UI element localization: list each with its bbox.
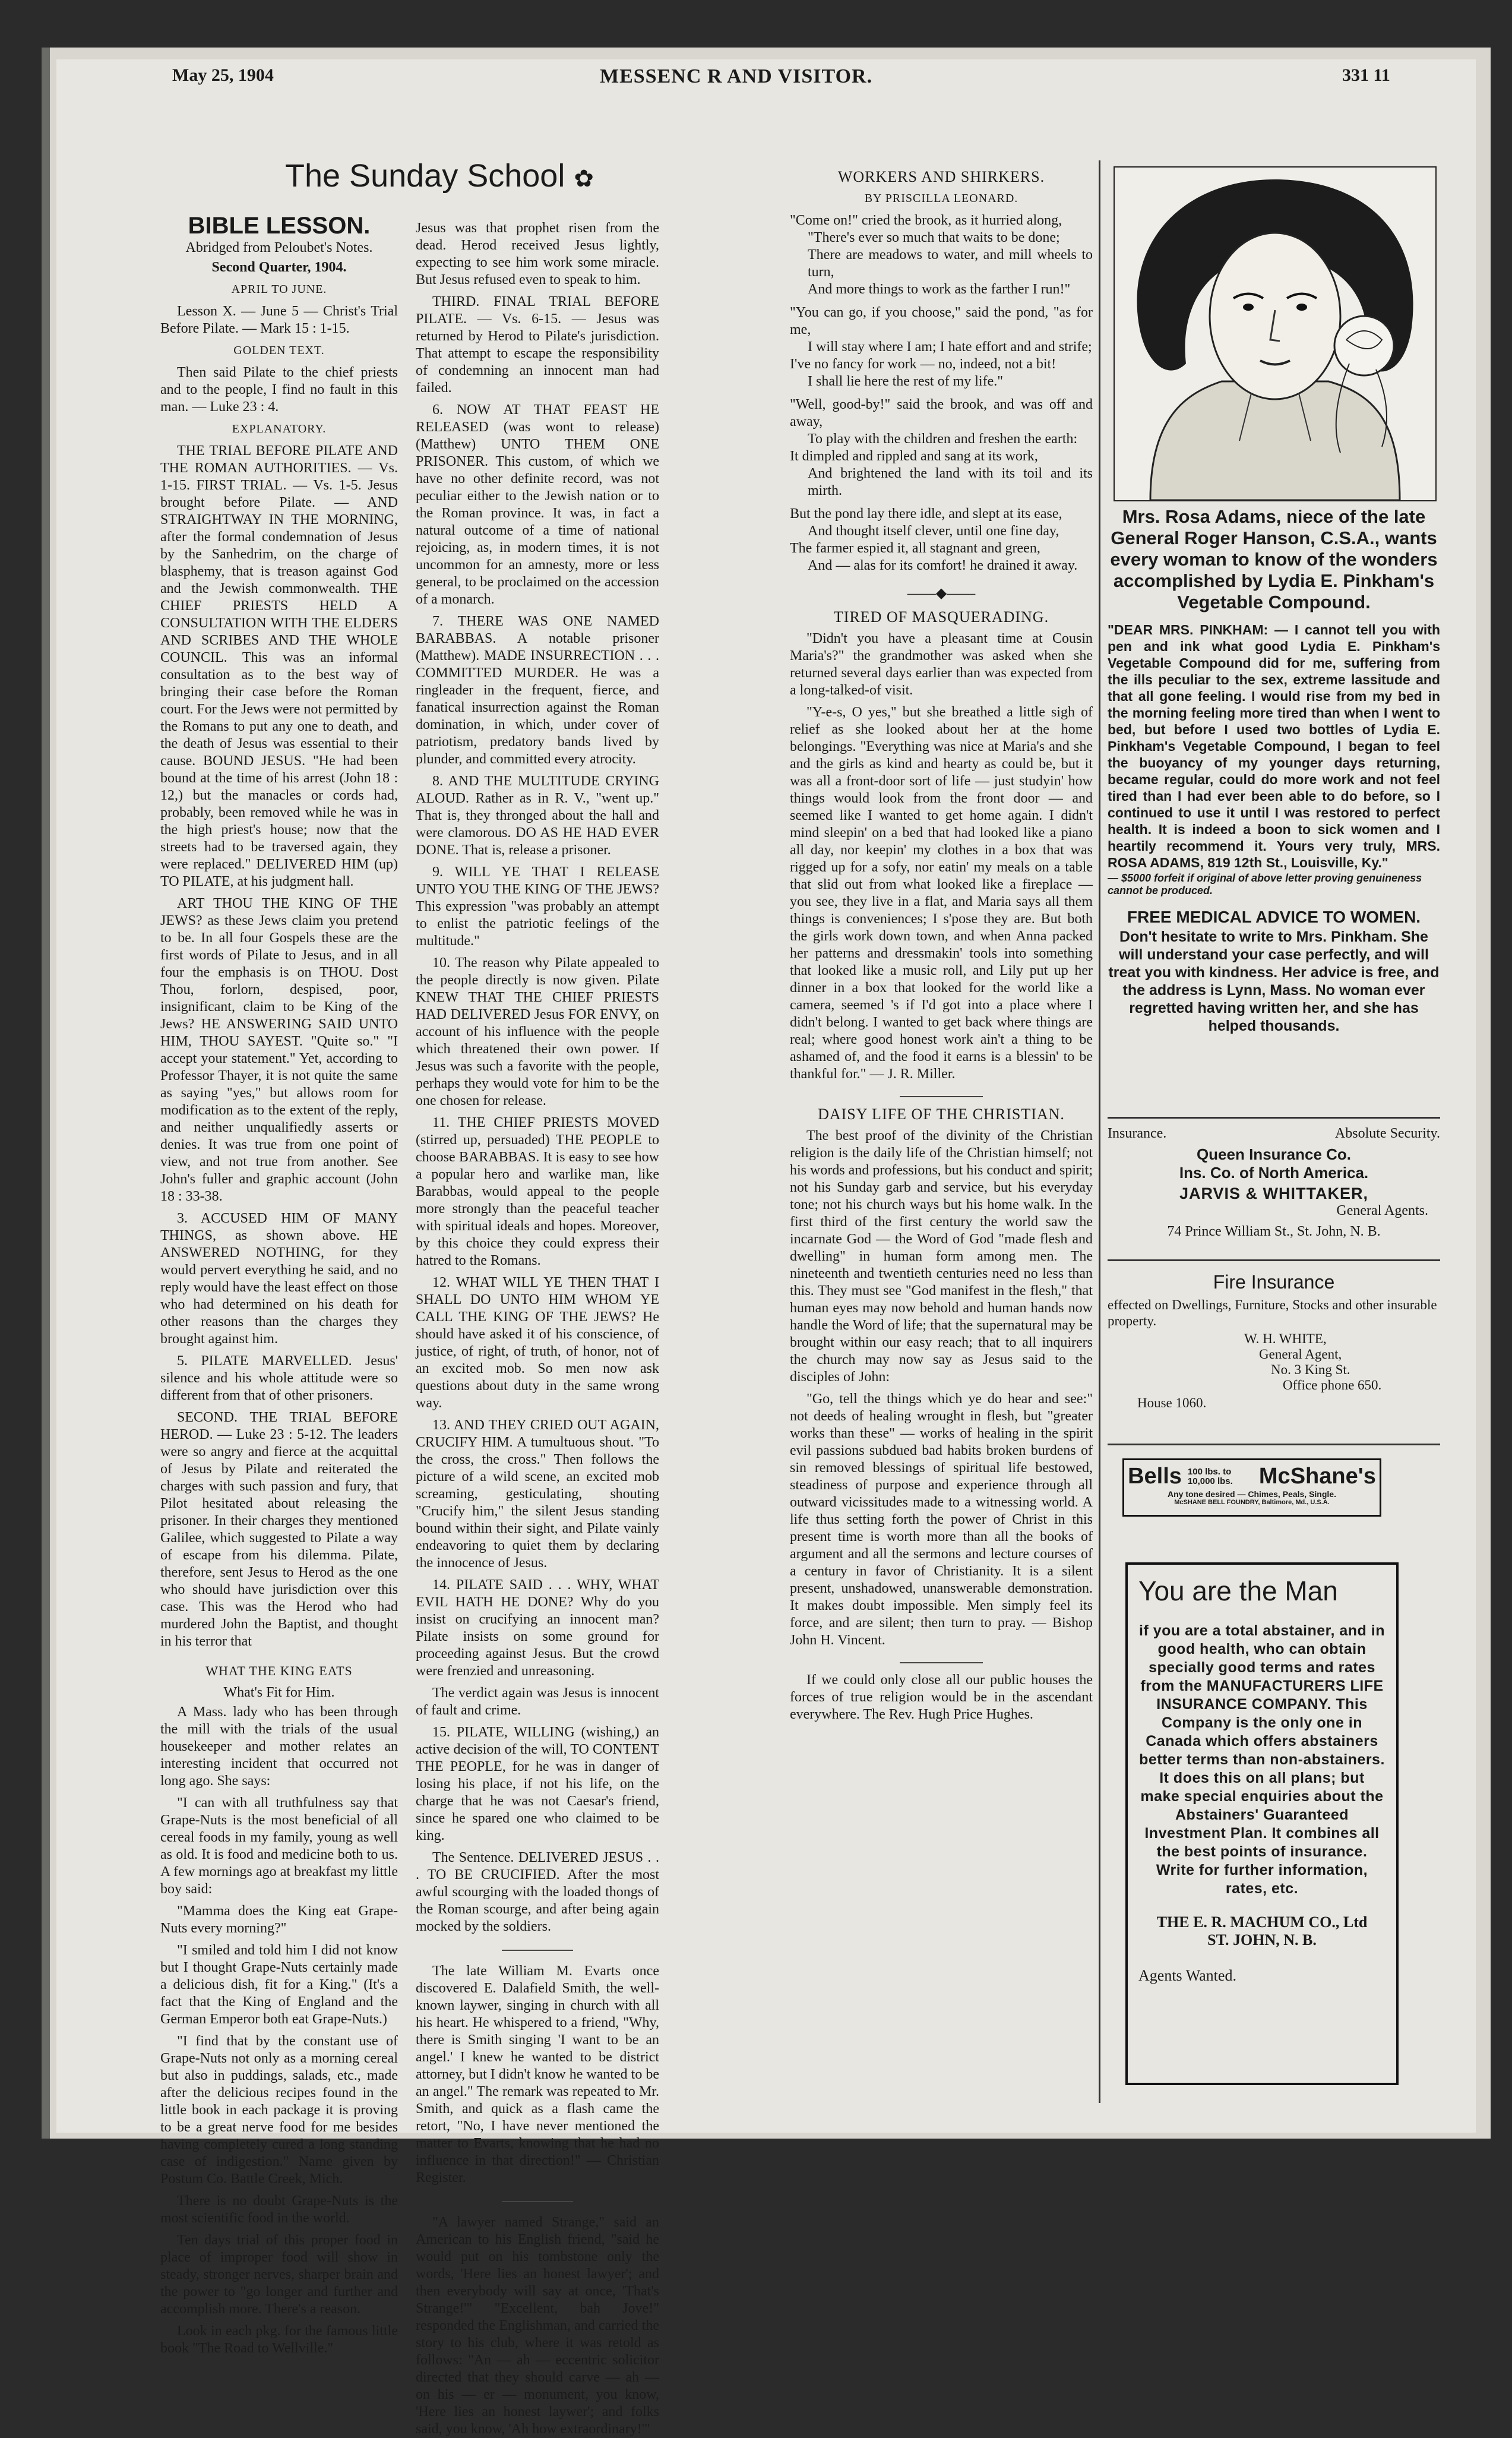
paragraph: 7. THERE WAS ONE NAMED BARABBAS. A notable prisoner (Matthew). MADE INSURRECTION . . . COMMITTED MURDER. He was a ringleader in the frequent, fierce, and fanatical insurrection against the Roman domination, in which, under cover of patriotism, predatory bands lived by plunder, and committed every atrocity. (416, 614, 659, 767)
abridged-note: Abridged from Peloubet's Notes. (185, 240, 373, 255)
column-rule (1099, 160, 1100, 2103)
man-city: ST. JOHN, N. B. (1207, 1931, 1317, 1948)
man-body: if you are a total abstainer, and in good health, who can obtain specially good terms and rates from the MANUFACTURERS LIFE INSURANCE COMPANY. This Company is the only one in Canada which offers abstainers better terms than non-abstainers. It does this on all plans; but make special enquiries about the Abstainers' Guaranteed Investment Plan. It combines all the best points of insurance. Write for further information, rates, etc. (1139, 1622, 1385, 1897)
paragraph: 15. PILATE, WILLING (wishing,) an active decision of the will, TO CONTENT THE PEOPLE, for he was in danger of losing his place, if not his life, on the charge that he was not Caesar's friend, since he spared one who claimed to be king. (416, 1725, 659, 1843)
man-agents-wanted: Agents Wanted. (1138, 1967, 1236, 1984)
poem-line: It dimpled and rippled and sang at its work, (790, 449, 1038, 464)
fire-insurance-ad (1108, 1271, 1440, 1411)
mcshanes-word: McShane's (1258, 1464, 1376, 1489)
workers-poem (790, 212, 1093, 574)
quarter-label: Second Quarter, 1904. (211, 260, 347, 275)
paragraph: "I find that by the constant use of Grape-Nuts not only as a morning cereal but also in puddings, salads, etc., made after the delicious recipes found in the little book in each package it is proving to be a great nerve food for me besides having completely cured a long standing case of indigestion." Name given by Postum Co. Battle Creek, Mich. (160, 2033, 398, 2187)
fire-agent-name: W. H. WHITE, (1244, 1331, 1327, 1346)
workers-author: BY PRISCILLA LEONARD. (864, 192, 1018, 205)
paragraph: 5. PILATE MARVELLED. Jesus' silence and his whole attitude were so different from that of other prisoners. (160, 1353, 398, 1403)
poem-line: And more things to work as the farther I run!" (808, 282, 1071, 297)
pinkham-testimonial: "DEAR MRS. PINKHAM: — I cannot tell you with pen and ink what good Lydia E. Pinkham's Vegetable Compound did for me, suffering from the ills peculiar to the sex, extreme lassitude and that all gone feeling. I would rise from my bed in the morning feeling more tired than when I went to bed, but before I used two bottles of Lydia E. Pinkham's Vegetable Compound, I began to feel the buoyancy of my younger days returning, became regular, could do more work and not feel tired than I had ever been able to do before, so I continued to use it until I was restored to perfect health. It is indeed a boon to sick women and I heartily recommend it. Yours very truly, MRS. ROSA ADAMS, 819 12th St., Louisville, Ky." (1108, 622, 1440, 870)
closing-paragraph: If we could only close all our public houses the forces of true religion would be in the ascendant everywhere. The Rev. Hugh Price Hughes. (790, 1672, 1093, 1722)
column-1 (160, 213, 398, 2356)
pinkham-headline: Mrs. Rosa Adams, niece of the late General Roger Hanson, C.S.A., wants every woman to know of the wonders accomplished by Lydia E. Pinkham's Vegetable Compound. (1110, 506, 1438, 612)
bells-ad (1122, 1458, 1381, 1517)
fire-agent-role: General Agent, (1259, 1347, 1342, 1362)
paragraph: 9. WILL YE THAT I RELEASE UNTO YOU THE KING OF THE JEWS? This expression "was probably an attempt to enlist the patriotic feelings of the multitude." (416, 864, 659, 949)
poem-line: "There's ever so much that waits to be done; (808, 230, 1060, 245)
paragraph: "Go, tell the things which ye do hear and see:" not deeds of healing wrought in flesh, but "greater works than these" — works of healing in the spirit evil passions subdued bad habits broken burdens of sin removed blessings of spiritual life bestowed, steadiness of purpose and experience through all outward vicissitudes made to a witnessing world. A life thus setting forth the power of Christ in this present time is worth more than all the books of argument and all the sermons and lecture courses of a century in favor of Christianity. It is a silent present, unshadowed, unanswerable demonstration. It makes doubt impossible. Men simply feel its force, and are silent; then turn to pray. — Bishop John H. Vincent. (790, 1391, 1093, 1648)
company-north-america: Ins. Co. of North America. (1179, 1164, 1369, 1182)
ad-separator (1108, 1444, 1440, 1445)
lesson-reference: Lesson X. — June 5 — Christ's Trial Before Pilate. — Mark 15 : 1-15. (160, 304, 398, 336)
poem-line: I shall lie here the rest of my life." (808, 374, 1004, 389)
poem-line: I've no fancy for work — no, indeed, not a bit! (790, 356, 1056, 372)
company-queen: Queen Insurance Co. (1196, 1145, 1352, 1163)
masthead: MESSENC R AND VISITOR. (600, 65, 873, 87)
paragraph: 6. NOW AT THAT FEAST HE RELEASED (was wont to release) (Matthew) UNTO THEM ONE PRISONER. This custom, of which we have no other definite record, was not peculiar either to the Jewish nation or to the Roman province. It was, in fact a natural outcome of a time of national rejoicing, as, in modern times, it is not uncommon for an amnesty, more or less general, to be proclaimed on the accession of a monarch. (416, 402, 659, 607)
paragraph: THIRD. FINAL TRIAL BEFORE PILATE. — Vs. 6-15. — Jesus was returned by Herod to Pilate's jurisdiction. That attempt to escape the responsibility of condemning an innocent man had failed. (416, 294, 659, 396)
bells-weights: 100 lbs. to 10,000 lbs. (1187, 1466, 1233, 1486)
fire-title: Fire Insurance (1213, 1271, 1335, 1293)
fire-body: effected on Dwellings, Furniture, Stocks and other insurable property. (1108, 1297, 1437, 1328)
agents-name: JARVIS & WHITTAKER, (1179, 1185, 1369, 1202)
poem-line: "Come on!" cried the brook, as it hurried along, (790, 213, 1062, 228)
column-2 (416, 220, 660, 2437)
you-are-the-man-ad (1125, 1562, 1399, 2085)
poem-line: And brightened the land with its toil and its mirth. (808, 466, 1093, 498)
bells-word: Bells (1128, 1464, 1182, 1489)
security-label: Absolute Security. (1334, 1126, 1440, 1141)
ad-separator (1108, 1259, 1440, 1261)
poem-line: There are meadows to water, and mill wheels to turn, (808, 247, 1093, 280)
paragraph: THE TRIAL BEFORE PILATE AND THE ROMAN AUTHORITIES. — Vs. 1-15. FIRST TRIAL. — Vs. 1-5. Jesus brought before Pilate. — AND STRAIGHTWAY IN THE MORNING, after the formal condemnation of Jesus by the Sanhedrim, on the charge of blasphemy, that is treason against God and the Jewish commonwealth. THE CHIEF PRIESTS HELD A CONSULTATION WITH THE ELDERS AND SCRIBES AND THE WHOLE COUNCIL. This was an informal consultation as to the best way of bringing their case before the Roman court. For the Jews were not permitted by the Romans to put any one to death, and the death of Jesus was essential to their cause. BOUND JESUS. "He had been bound at the time of his arrest (John 18 : 12,) but the manacles or cords had, probably, been removed while he was in the high priest's house; now that the streets had to be traversed again, they were replaced." DELIVERED HIM (up) TO PILATE, at his judgment hall. (160, 443, 398, 889)
king-eats-title: WHAT THE KING EATS (205, 1663, 353, 1678)
bells-tones: Any tone desired — Chimes, Peals, Single. (1168, 1489, 1336, 1499)
section-title: The Sunday School ✿ (285, 158, 594, 194)
king-eats-subtitle: What's Fit for Him. (223, 1685, 335, 1700)
leaf-ornament-icon: ✿ (574, 166, 594, 192)
agents-title: General Agents. (1336, 1203, 1428, 1218)
paragraph: The Sentence. DELIVERED JESUS . . . TO BE CRUCIFIED. After the most awful scourging with the loaded thongs of the Roman scourge, and after being again mocked by the soldiers. (416, 1850, 659, 1934)
divider (900, 1096, 983, 1097)
fire-agent-address: No. 3 King St. (1271, 1362, 1350, 1377)
issue-date: May 25, 1904 (172, 65, 274, 85)
page-number: 331 11 (1342, 65, 1390, 85)
months-label: APRIL TO JUNE. (231, 283, 327, 296)
portrait-illustration (1114, 166, 1437, 501)
paragraph: 10. The reason why Pilate appealed to the people directly is now given. Pilate KNEW THAT THE CHIEF PRIESTS HAD DELIVERED Jesus FOR ENVY, on account of his influence with the people which threatened their own power. If Jesus was such a favorite with the people, perhaps they would vote for him to be the one chosen for release. (416, 955, 659, 1109)
paragraph: Look in each pkg. for the famous little book "The Road to Wellville." (160, 2323, 398, 2356)
insurance-label: Insurance. (1108, 1126, 1167, 1141)
paragraph: The best proof of the divinity of the Christian religion is the daily life of the Christian himself; not his words and professions, but his conduct and spirit; not his Sunday garb and service, but his everyday tone; not his church ways but his home walk. In the first third of the first century the world saw the incarnate God — the Word of God "made flesh and dwelling" in human form among men. The nineteenth and twentieth centuries need no less than this. They must see "God manifest in the flesh," that human eyes may now behold and human hands now handle the Word of life; that the supernatural may be brought within our easy reach; that to all inquirers the church may now say as Jesus said to the disciples of John: (790, 1128, 1093, 1385)
binding-edge (42, 48, 50, 2139)
daisy-title: DAISY LIFE OF THE CHRISTIAN. (818, 1106, 1065, 1123)
ad-separator (1108, 1117, 1440, 1119)
agents-address: 74 Prince William St., St. John, N. B. (1167, 1224, 1381, 1239)
workers-title: WORKERS AND SHIRKERS. (837, 168, 1045, 185)
man-title: You are the Man (1138, 1575, 1338, 1606)
pinkham-ad (1108, 506, 1440, 1035)
paragraph: 11. THE CHIEF PRIESTS MOVED (stirred up, persuaded) THE PEOPLE to choose BARABBAS. It is easy to see how a popular hero and warlike man, like Barabbas, would appeal to the people more strongly than the peaceful teacher with spiritual ideals and hopes. Moreover, by this choice they could express their hatred to the Romans. (416, 1115, 659, 1268)
golden-text-label: GOLDEN TEXT. (233, 344, 325, 357)
ornament-divider-icon: ——◆—— (907, 586, 976, 601)
poem-line: And — alas for its comfort! he drained it away. (808, 558, 1078, 573)
pinkham-forfeit: — $5000 forfeit if original of above letter proving genuineness cannot be produced. (1108, 872, 1422, 896)
column-3 (790, 163, 1093, 2106)
evarts-anecdote: The late William M. Evarts once discovered E. Dalafield Smith, the well-known laywer, singing in church with all his heart. He whispered to a friend, "Why, there is Smith singing 'I want to be an angel.' I knew he wanted to be district attorney, but I didn't know he wanted to be an angel." The remark was repeated to Mr. Smith, and quick as a flash came the retort, "No, I have never mentioned the matter to Evarts, knowing that he had no influence in that direction!" — Christian Register. (416, 1963, 660, 2186)
free-advice-title: FREE MEDICAL ADVICE TO WOMEN. (1127, 908, 1421, 926)
explanatory-label: EXPLANATORY. (232, 422, 327, 435)
divider (900, 1662, 983, 1663)
paragraph: "Y-e-s, O yes," but she breathed a little sigh of relief as she looked about her at the home belongings. "Everything was nice at Maria's and she and the girls as kind and hearty as could be, but it was all a front-door sort of life — just studyin' how things would look from the front door — and seemed like I wanted to get home again. I didn't mind sleepin' on a bed that had looked like a piano all day, nor keepin' my clothes in a box that was rigged up for a sofy, nor eatin' my meals on a table that slid out from what looked like a fireplace — you see, they live in a flat, and Maria says all them things is conveniences; I s'pose they are. But both the girls work down town, and when Anna packed her patterns and dressmakin' tools into something that looked like a music roll, and Lily put up her dinner in a box that looked for the world like a camera, seemed 's if I'd got into a place where I didn't belong. I wanted to get back where things are real; where good honest work ain't a thing to be ashamed of, and the food it earns is a blessin' to be thankful for." — J. R. Miller. (790, 705, 1093, 1082)
paragraph: 14. PILATE SAID . . . WHY, WHAT EVIL HATH HE DONE? Why do you insist on crucifying an innocent man? Pilate insists on some ground for proceeding against Jesus. But the crowd were frenzied and unreasoning. (416, 1577, 659, 1679)
lawyer-anecdote: "A lawyer named Strange," said an American to his English friend, "said he would put on his tombstone only the words, 'Here lies an honest lawyer'; and then everybody will say at once, 'That's Strange!'" "Excellent, bah Jove!" responded the Englishman, and carried the story to his club, where it was retold as follows: "An — ah — eccentric solicitor directed that they should carve — ah — on his — er — monument, you know, 'Here lies an honest laywer'; and folks said, you know, 'Ah how extraordinary!'" (416, 2215, 659, 2437)
paragraph: ART THOU THE KING OF THE JEWS? as these Jews claim you pretend to be. In all four Gospels these are the first words of Pilate to Jesus, and in all four the emphasis is on THOU. Dost Thou, forlorn, despised, poor, insignificant, claim to be King of the Jews? HE ANSWERING SAID UNTO HIM, THOU SAYEST. "Quite so." "I accept your statement." Yet, according to Professor Thayer, it is not quite the same as saying "yes," but allows room for modification as to the extent of the reply, and neither unqualifiedly asserts or denies. It was true from one point of view, and not true from another. See John's fuller and graphic account (John 18 : 33-38. (160, 896, 398, 1204)
paragraph: "Didn't you have a pleasant time at Cousin Maria's?" the grandmother was asked when she returned several days earlier than was expected from a long-talked-of visit. (790, 631, 1093, 698)
poem-line: I will stay where I am; I hate effort and and strife; (808, 339, 1092, 355)
poem-line: But the pond lay there idle, and slept at its ease, (790, 506, 1062, 522)
poem-line: "Well, good-by!" said the brook, and was off and away, (790, 397, 1093, 430)
poem-line: To play with the children and freshen the earth: (808, 431, 1078, 447)
paragraph: 8. AND THE MULTITUDE CRYING ALOUD. Rather as in R. V., "went up." That is, they thronged about the hall and were clamorous. DO AS HE HAD EVER DONE. That is, release a prisoner. (416, 773, 659, 858)
paragraph: "I smiled and told him I did not know but I thought Grape-Nuts certainly made a delicious dish, fit for a King." (It's a fact that the King of England and the German Emperor both eat Grape-Nuts.) (160, 1943, 398, 2027)
paragraph: 13. AND THEY CRIED OUT AGAIN, CRUCIFY HIM. A tumultuous shout. "To the cross, the cross." Then follows the picture of a wild scene, an excited mob screaming, gesticulating, shouting "Crucify him," the silent Jesus standing bound within their sight, and Pilate vainly endeavoring to quiet them by declaring the innocence of Jesus. (416, 1417, 659, 1571)
paragraph: 3. ACCUSED HIM OF MANY THINGS, as shown above. HE ANSWERED NOTHING, for they would pervert everything he said, and no reply would have the least effect on those who had determined on his death for other reasons than the charges they brought against him. (160, 1211, 398, 1347)
paragraph: The verdict again was Jesus is innocent of fault and crime. (416, 1685, 659, 1718)
paragraph: SECOND. THE TRIAL BEFORE HEROD. — Luke 23 : 5-12. The leaders were so angry and fierce at the acquittal of Jesus by Pilate and reiterated the charges with such passion and fury, that Pilot hesitated about releasing the prisoner. In their charges they mentioned Galilee, which suggested to Pilate a way of escape from his dilemma. Pilate, therefore, sent Jesus to Herod as the one who should have jurisdiction over this case. This was the Herod who had murdered John the Baptist, and thought in his terror that (160, 1410, 398, 1649)
paragraph: There is no doubt Grape-Nuts is the most scientific food in the world. (160, 2193, 398, 2226)
divider (502, 2201, 573, 2202)
poem-line: The farmer espied it, all stagnant and green, (790, 541, 1040, 556)
woman-portrait-icon (1115, 168, 1435, 500)
man-company: THE E. R. MACHUM CO., Ltd (1156, 1913, 1368, 1931)
paragraph: Jesus was that prophet risen from the dead. Herod received Jesus lightly, expecting to see him work some miracle. But Jesus refused even to speak to him. (416, 220, 659, 288)
poem-line: "You can go, if you choose," said the pond, "as for me, (790, 305, 1093, 337)
paragraph: "I can with all truthfulness say that Grape-Nuts is the most beneficial of all cereal foods in my family, young as well as old. It is food and medicine both to us. A few mornings ago at breakfast my little boy said: (160, 1795, 398, 1897)
masquerading-title: TIRED OF MASQUERADING. (833, 608, 1049, 626)
golden-text: Then said Pilate to the chief priests and to the people, I find no fault in this man. — Luke 23 : 4. (160, 365, 398, 415)
bells-foundry: McSHANE BELL FOUNDRY, Baltimore, Md., U.S.A. (1174, 1499, 1330, 1506)
free-advice-body: Don't hesitate to write to Mrs. Pinkham. She will understand your case perfectly, and will treat you with kindness. Her advice is free, and the address is Lynn, Mass. No woman ever regretted having written her, and she has helped thousands. (1108, 929, 1440, 1034)
insurance-ad (1108, 1126, 1440, 1240)
paragraph: Ten days trial of this proper food in place of improper food will show in steady, stronger nerves, sharper brain and the power to "go longer and further and accomplish more. There's a reason. (160, 2232, 398, 2317)
fire-office-phone: Office phone 650. (1283, 1378, 1382, 1392)
paragraph: "Mamma does the King eat Grape-Nuts every morning?" (160, 1903, 398, 1936)
paragraph: 12. WHAT WILL YE THEN THAT I SHALL DO UNTO HIM WHOM YE CALL THE KING OF THE JEWS? He should have asked it of his conscience, of justice, of right, of truth, of honor, not of an excited mob. So men now ask questions about duty in the same wrong way. (416, 1275, 659, 1411)
divider (502, 1950, 573, 1951)
poem-line: And thought itself clever, until one fine day, (808, 523, 1059, 539)
paragraph: A Mass. lady who has been through the mill with the trials of the usual housekeeper and mother relates an interesting incident that occurred not long ago. She says: (160, 1704, 398, 1789)
fire-house-phone: House 1060. (1137, 1395, 1207, 1410)
lesson-heading: BIBLE LESSON. (188, 213, 371, 239)
